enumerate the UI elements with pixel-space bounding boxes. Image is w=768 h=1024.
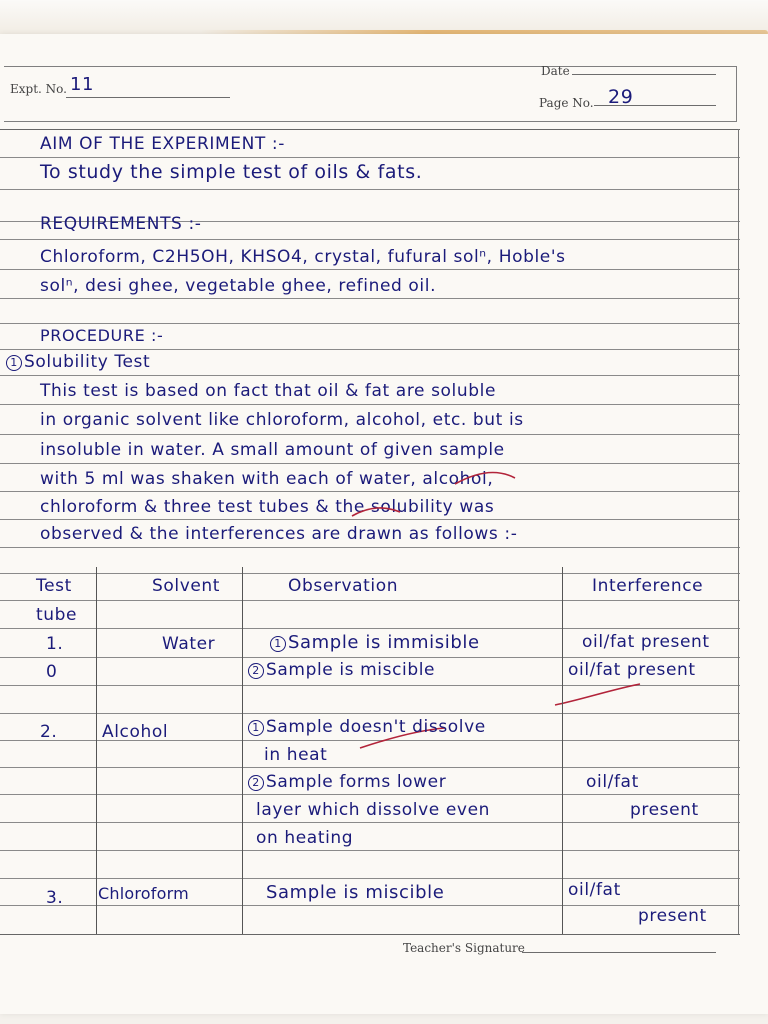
table-divider [562,567,563,934]
row3-observation: Sample is miscible [266,882,445,903]
procedure-line: This test is based on fact that oil & fat are soluble [40,381,497,401]
ruled-line [0,600,740,601]
ruled-line [0,404,740,405]
header-inference: Interference [592,576,704,596]
ruled-line [0,519,740,520]
ruled-line [0,298,740,299]
row2-obs1b: in heat [264,745,328,765]
ruled-line [0,491,740,492]
row2-solvent: Alcohol [102,722,169,742]
row2-obs2b: layer which dissolve even [256,800,491,820]
procedure-line: with 5 ml was shaken with each of water, alcohol, [40,469,494,489]
row2-inference-b: present [630,800,699,820]
procedure-line: in organic solvent like chloroform, alcohol, etc. but is [40,410,524,430]
procedure-heading: PROCEDURE :- [40,326,164,345]
date-underline [572,74,716,75]
row1-solvent: Water [162,634,216,654]
test-title [6,352,150,372]
procedure-line: observed & the interferences are drawn as follows :- [40,524,518,544]
ruled-line [0,463,740,464]
right-margin-line [738,129,739,934]
table-divider [96,567,97,934]
row1-num-2: 0 [46,662,58,682]
ruled-line [0,375,740,376]
row1-obs1: 1 Sample is immisible [270,632,480,653]
ruled-line [0,822,740,823]
requirements-line-2: solⁿ, desi ghee, vegetable ghee, refined oil. [40,276,437,296]
row3-num: 3. [46,888,64,908]
row2-num: 2. [40,722,58,742]
ruled-line [0,547,740,548]
procedure-line: chloroform & three test tubes & the solubility was [40,497,495,517]
ruled-line [0,794,740,795]
ruled-line [0,934,740,935]
ruled-line [0,657,740,658]
aim-text: To study the simple test of oils & fats. [40,161,423,183]
ruled-line [0,713,740,714]
requirements-line-1: Chloroform, C2H5OH, KHSO4, crystal, fufural solⁿ, Hoble's [40,247,566,267]
row2-inference-a: oil/fat [586,772,639,792]
date-label: Date [541,64,570,78]
ruled-line [0,573,740,574]
ruled-line [0,129,740,130]
expt-number: 11 [70,74,95,95]
header-tube: tube [36,605,78,625]
expt-underline [66,97,230,98]
ruled-line [0,767,740,768]
page-no-label: Page No. [539,96,594,110]
ruled-line [0,157,740,158]
header-observation: Observation [288,576,399,596]
row3-solvent: Chloroform [98,884,189,903]
ruled-line [0,323,740,324]
ruled-line [0,850,740,851]
test-number: 1 [6,355,22,371]
requirements-heading: REQUIREMENTS :- [40,214,202,234]
row2-obs2c: on heating [256,828,354,848]
row1-inference-2: oil/fat present [568,660,696,680]
row2-obs2a: 2 Sample forms lower [248,772,446,792]
expt-label: Expt. No. [10,82,67,96]
ruled-line [0,905,740,906]
test-title-text: Solubility Test [24,352,151,372]
row3-inference-b: present [638,906,707,926]
table-divider [242,567,243,934]
teacher-signature-label: Teacher's Signature [403,941,525,955]
header-test: Test [36,576,72,596]
ruled-line [0,878,740,879]
row1-obs2: 2 Sample is miscible [248,660,435,680]
page-underline [594,105,716,106]
row1-num: 1. [46,634,64,654]
row2-obs1a: 1 Sample doesn't dissolve [248,717,486,737]
row1-inference-1: oil/fat present [582,632,710,652]
ruled-line [0,434,740,435]
ruled-line [0,189,740,190]
ruled-line [0,239,740,240]
ruled-line [0,269,740,270]
procedure-line: insoluble in water. A small amount of given sample [40,440,505,460]
signature-line [522,952,716,953]
row3-inference-a: oil/fat [568,880,621,900]
aim-heading: AIM OF THE EXPERIMENT :- [40,134,285,154]
ruled-line [0,685,740,686]
page-no-value: 29 [608,86,634,108]
ruled-line [0,349,740,350]
header-solvent: Solvent [152,576,221,596]
ruled-line [0,628,740,629]
